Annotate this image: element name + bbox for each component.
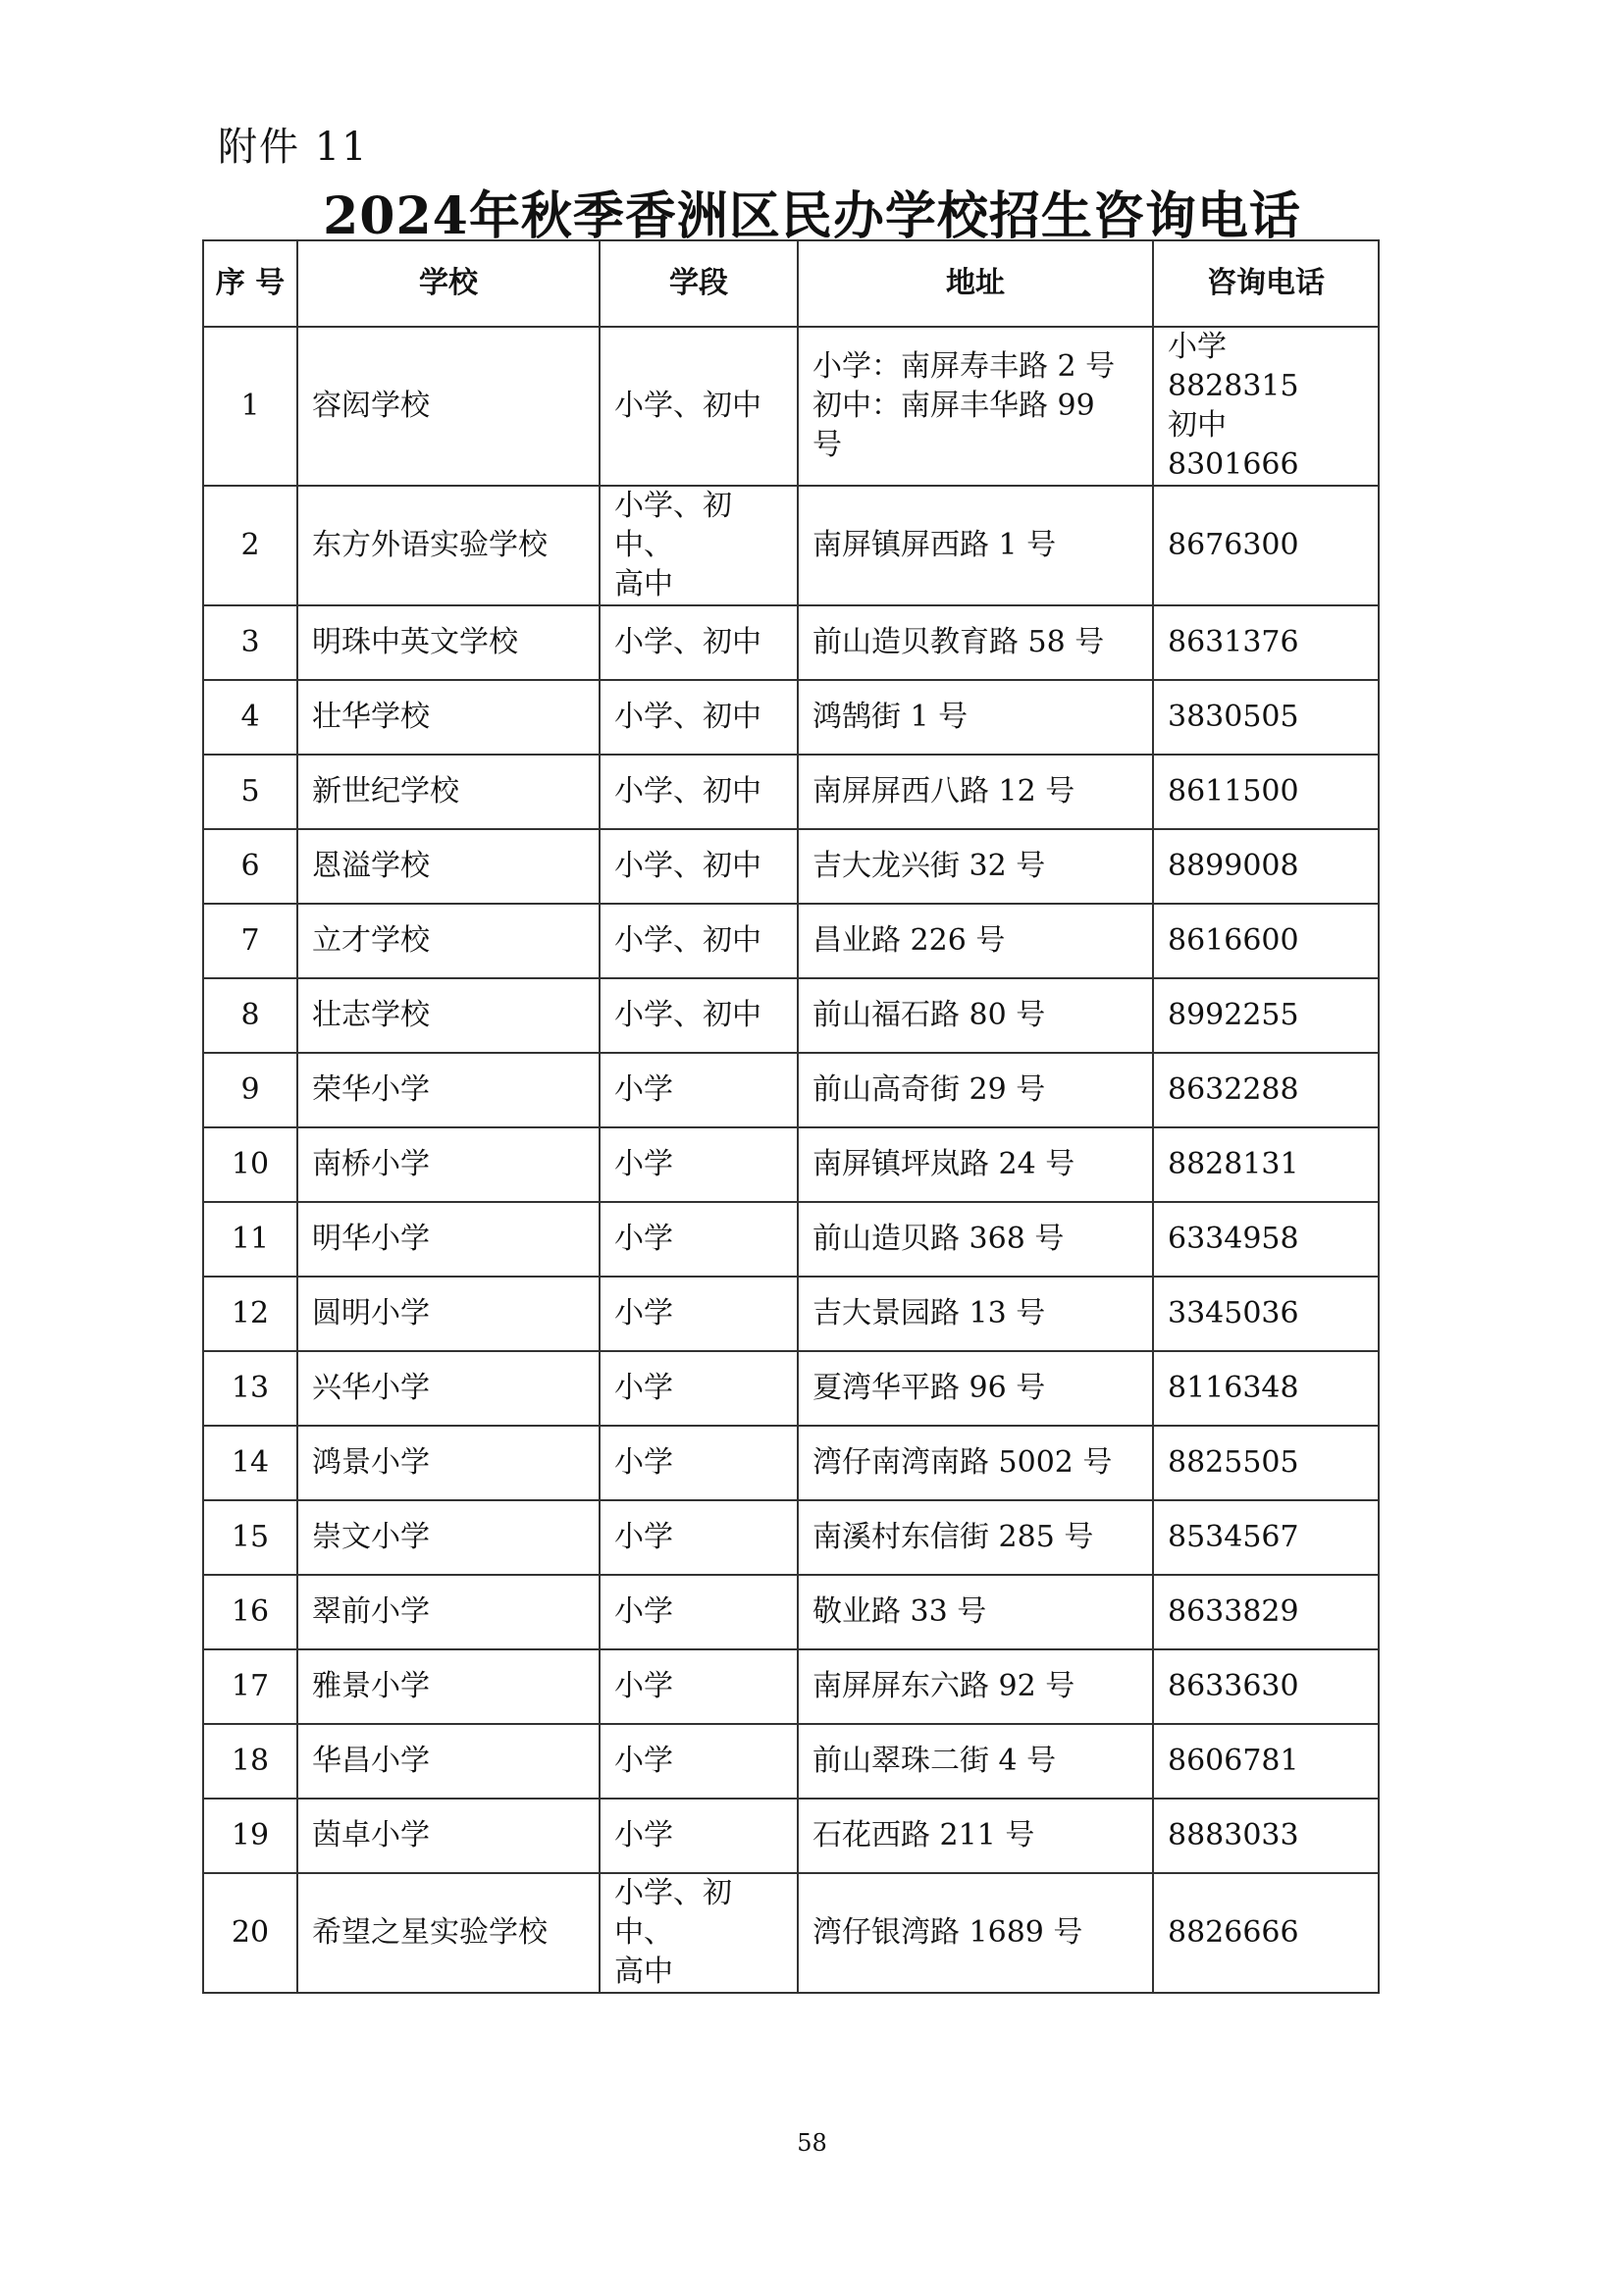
cell-school: 华昌小学 xyxy=(297,1724,600,1799)
cell-school: 南桥小学 xyxy=(297,1127,600,1202)
cell-phone: 8825505 xyxy=(1153,1426,1379,1500)
cell-phone: 8992255 xyxy=(1153,978,1379,1053)
cell-phone: 3830505 xyxy=(1153,680,1379,755)
table-row xyxy=(203,1351,1379,1426)
cell-address-line: 初中：南屏丰华路 99 xyxy=(812,389,1095,423)
page-title: 2024年秋季香洲区民办学校招生咨询电话 xyxy=(323,186,1301,246)
cell-serial-number: 20 xyxy=(203,1873,297,1993)
cell-address: 前山高奇街 29 号 xyxy=(798,1053,1153,1127)
table-row xyxy=(203,1426,1379,1500)
cell-phone: 8676300 xyxy=(1153,486,1379,605)
cell-phone: 8633630 xyxy=(1153,1649,1379,1724)
table-row xyxy=(203,1724,1379,1799)
header-stage: 学段 xyxy=(600,240,798,327)
cell-serial-number: 2 xyxy=(203,486,297,605)
cell-address: 鸿鹄街 1 号 xyxy=(798,680,1153,755)
cell-address: 前山翠珠二街 4 号 xyxy=(798,1724,1153,1799)
cell-address: 湾仔银湾路 1689 号 xyxy=(798,1873,1153,1993)
table-row xyxy=(203,978,1379,1053)
cell-serial-number: 10 xyxy=(203,1127,297,1202)
table-row xyxy=(203,680,1379,755)
cell-phone: 8631376 xyxy=(1153,605,1379,680)
cell-address: 前山造贝教育路 58 号 xyxy=(798,605,1153,680)
cell-school: 茵卓小学 xyxy=(297,1799,600,1873)
cell-school: 容闳学校 xyxy=(297,327,600,486)
table-row xyxy=(203,1277,1379,1351)
cell-phone xyxy=(1153,327,1379,486)
table-row xyxy=(203,327,1379,486)
table-row xyxy=(203,1649,1379,1724)
cell-stage: 小学 xyxy=(600,1127,798,1202)
cell-address: 湾仔南湾南路 5002 号 xyxy=(798,1426,1153,1500)
cell-stage: 小学 xyxy=(600,1575,798,1649)
table-row xyxy=(203,1873,1379,1993)
cell-serial-number: 18 xyxy=(203,1724,297,1799)
cell-school: 崇文小学 xyxy=(297,1500,600,1575)
cell-serial-number: 8 xyxy=(203,978,297,1053)
cell-phone-line: 小学 8828315 xyxy=(1168,330,1299,403)
cell-address: 昌业路 226 号 xyxy=(798,904,1153,978)
header-phone: 咨询电话 xyxy=(1153,240,1379,327)
cell-phone-line: 初中 8301666 xyxy=(1168,408,1299,482)
cell-serial-number: 1 xyxy=(203,327,297,486)
cell-stage xyxy=(600,1873,798,1993)
table-row xyxy=(203,755,1379,829)
cell-serial-number: 13 xyxy=(203,1351,297,1426)
cell-address xyxy=(798,327,1153,486)
cell-serial-number: 9 xyxy=(203,1053,297,1127)
cell-stage: 小学 xyxy=(600,1649,798,1724)
cell-school: 立才学校 xyxy=(297,904,600,978)
cell-school: 希望之星实验学校 xyxy=(297,1873,600,1993)
table-row xyxy=(203,1500,1379,1575)
header-serial-line-2: 号 xyxy=(255,266,286,300)
cell-phone: 8633829 xyxy=(1153,1575,1379,1649)
cell-address: 南溪村东信街 285 号 xyxy=(798,1500,1153,1575)
cell-stage-line: 高中 xyxy=(614,567,673,601)
cell-phone: 8611500 xyxy=(1153,755,1379,829)
cell-address: 南屏镇屏西路 1 号 xyxy=(798,486,1153,605)
cell-stage-line: 小学、初中、 xyxy=(614,1876,732,1950)
cell-address-line: 号 xyxy=(812,428,842,462)
cell-school: 翠前小学 xyxy=(297,1575,600,1649)
cell-address: 南屏屏东六路 92 号 xyxy=(798,1649,1153,1724)
table-row xyxy=(203,829,1379,904)
cell-serial-number: 12 xyxy=(203,1277,297,1351)
cell-address: 南屏屏西八路 12 号 xyxy=(798,755,1153,829)
cell-school: 壮华学校 xyxy=(297,680,600,755)
cell-stage: 小学 xyxy=(600,1351,798,1426)
cell-address-line: 小学：南屏寿丰路 2 号 xyxy=(812,349,1116,384)
cell-stage: 小学 xyxy=(600,1277,798,1351)
cell-stage: 小学 xyxy=(600,1500,798,1575)
cell-stage: 小学、初中 xyxy=(600,755,798,829)
cell-phone: 8899008 xyxy=(1153,829,1379,904)
cell-address: 夏湾华平路 96 号 xyxy=(798,1351,1153,1426)
cell-phone: 8632288 xyxy=(1153,1053,1379,1127)
table-row xyxy=(203,904,1379,978)
cell-address: 南屏镇坪岚路 24 号 xyxy=(798,1127,1153,1202)
cell-address: 吉大景园路 13 号 xyxy=(798,1277,1153,1351)
attachment-label: 附件 11 xyxy=(218,125,369,170)
cell-address: 前山福石路 80 号 xyxy=(798,978,1153,1053)
cell-school: 荣华小学 xyxy=(297,1053,600,1127)
table-row xyxy=(203,486,1379,605)
table-header-row xyxy=(203,240,1379,327)
cell-phone: 6334958 xyxy=(1153,1202,1379,1277)
cell-stage-line: 高中 xyxy=(614,1955,673,1989)
cell-stage: 小学、初中 xyxy=(600,327,798,486)
header-serial-line-1: 序 xyxy=(215,266,245,300)
cell-stage: 小学、初中 xyxy=(600,978,798,1053)
cell-school: 新世纪学校 xyxy=(297,755,600,829)
cell-stage: 小学 xyxy=(600,1426,798,1500)
cell-phone: 8828131 xyxy=(1153,1127,1379,1202)
page-number: 58 xyxy=(797,2129,827,2157)
cell-serial-number: 11 xyxy=(203,1202,297,1277)
header-address: 地址 xyxy=(798,240,1153,327)
cell-address: 敬业路 33 号 xyxy=(798,1575,1153,1649)
cell-stage: 小学、初中 xyxy=(600,829,798,904)
header-serial-number xyxy=(203,240,297,327)
cell-phone: 8616600 xyxy=(1153,904,1379,978)
cell-phone: 8826666 xyxy=(1153,1873,1379,1993)
cell-serial-number: 4 xyxy=(203,680,297,755)
cell-phone: 8534567 xyxy=(1153,1500,1379,1575)
cell-stage-line: 小学、初中、 xyxy=(614,489,732,562)
cell-stage: 小学、初中 xyxy=(600,680,798,755)
cell-serial-number: 19 xyxy=(203,1799,297,1873)
cell-school: 恩溢学校 xyxy=(297,829,600,904)
cell-address: 前山造贝路 368 号 xyxy=(798,1202,1153,1277)
cell-serial-number: 6 xyxy=(203,829,297,904)
cell-serial-number: 5 xyxy=(203,755,297,829)
table-row xyxy=(203,605,1379,680)
table-row xyxy=(203,1575,1379,1649)
cell-serial-number: 15 xyxy=(203,1500,297,1575)
cell-serial-number: 17 xyxy=(203,1649,297,1724)
table-row xyxy=(203,1127,1379,1202)
cell-phone: 8116348 xyxy=(1153,1351,1379,1426)
cell-school: 鸿景小学 xyxy=(297,1426,600,1500)
cell-stage xyxy=(600,486,798,605)
cell-stage: 小学、初中 xyxy=(600,605,798,680)
cell-school: 兴华小学 xyxy=(297,1351,600,1426)
cell-school: 壮志学校 xyxy=(297,978,600,1053)
cell-school: 东方外语实验学校 xyxy=(297,486,600,605)
cell-school: 雅景小学 xyxy=(297,1649,600,1724)
cell-serial-number: 14 xyxy=(203,1426,297,1500)
cell-serial-number: 3 xyxy=(203,605,297,680)
cell-phone: 8883033 xyxy=(1153,1799,1379,1873)
cell-address: 石花西路 211 号 xyxy=(798,1799,1153,1873)
table-row xyxy=(203,1202,1379,1277)
cell-serial-number: 16 xyxy=(203,1575,297,1649)
cell-school: 明珠中英文学校 xyxy=(297,605,600,680)
cell-phone: 3345036 xyxy=(1153,1277,1379,1351)
cell-phone: 8606781 xyxy=(1153,1724,1379,1799)
table-body xyxy=(203,327,1379,1993)
header-school: 学校 xyxy=(297,240,600,327)
cell-school: 明华小学 xyxy=(297,1202,600,1277)
cell-stage: 小学、初中 xyxy=(600,904,798,978)
cell-address: 吉大龙兴街 32 号 xyxy=(798,829,1153,904)
admissions-contact-table xyxy=(202,239,1380,1994)
cell-stage: 小学 xyxy=(600,1202,798,1277)
cell-school: 圆明小学 xyxy=(297,1277,600,1351)
cell-stage: 小学 xyxy=(600,1053,798,1127)
table-row xyxy=(203,1799,1379,1873)
table-row xyxy=(203,1053,1379,1127)
cell-stage: 小学 xyxy=(600,1799,798,1873)
cell-stage: 小学 xyxy=(600,1724,798,1799)
cell-serial-number: 7 xyxy=(203,904,297,978)
